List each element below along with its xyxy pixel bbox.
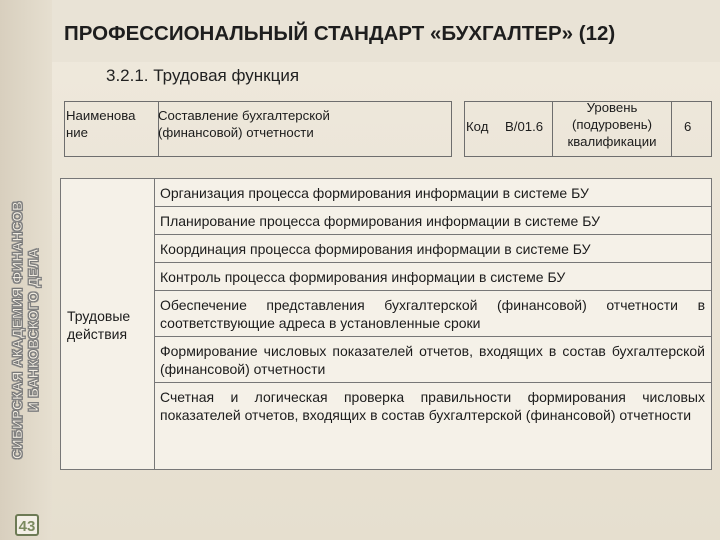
header-level-value-cell <box>672 101 712 157</box>
table-row: Контроль процесса формирования информации в системе БУ <box>155 263 711 291</box>
page-number: 43 <box>15 514 39 536</box>
header-name-value: Составление бухгалтерской (финансовой) отчетности <box>158 108 330 140</box>
header-level-value: 6 <box>684 119 692 134</box>
header-code-label: Код <box>466 119 489 134</box>
table-label: Трудовые действия <box>67 308 131 342</box>
table-row: Счетная и логическая проверка правильности формирования числовых показателей отчетов, входящих в состав бухгалтерской (финансовой) отчетности <box>160 389 705 423</box>
header-code-value: B/01.6 <box>505 119 544 134</box>
slide-subtitle: 3.2.1. Трудовая функция <box>106 66 300 85</box>
table-row: Формирование числовых показателей отчетов, входящих в состав бухгалтерской (финансовой) отчетности <box>155 337 711 383</box>
labor-actions-table <box>60 178 712 470</box>
organization-name <box>10 201 42 459</box>
table-row: Организация процесса формирования информации в системе БУ <box>155 179 711 207</box>
table-row: Обеспечение представления бухгалтерской (финансовой) отчетности в соответствующие адреса в установленные сроки <box>155 291 711 337</box>
table-rows <box>155 179 711 428</box>
header-name-label: Наименова ние <box>66 108 136 140</box>
header-level-label: Уровень (подуровень) квалификации <box>567 100 657 149</box>
slide-title: ПРОФЕССИОНАЛЬНЫЙ СТАНДАРТ «БУХГАЛТЕР» (12) <box>64 22 616 45</box>
organization-line-2: И БАНКОВСКОГО ДЕЛА <box>26 248 41 412</box>
table-label-column <box>61 179 155 469</box>
table-row: Планирование процесса формирования информации в системе БУ <box>155 207 711 235</box>
table-row: Координация процесса формирования информации в системе БУ <box>155 235 711 263</box>
organization-line-1: СИБИРСКАЯ АКАДЕМИЯ ФИНАНСОВ <box>10 200 25 460</box>
